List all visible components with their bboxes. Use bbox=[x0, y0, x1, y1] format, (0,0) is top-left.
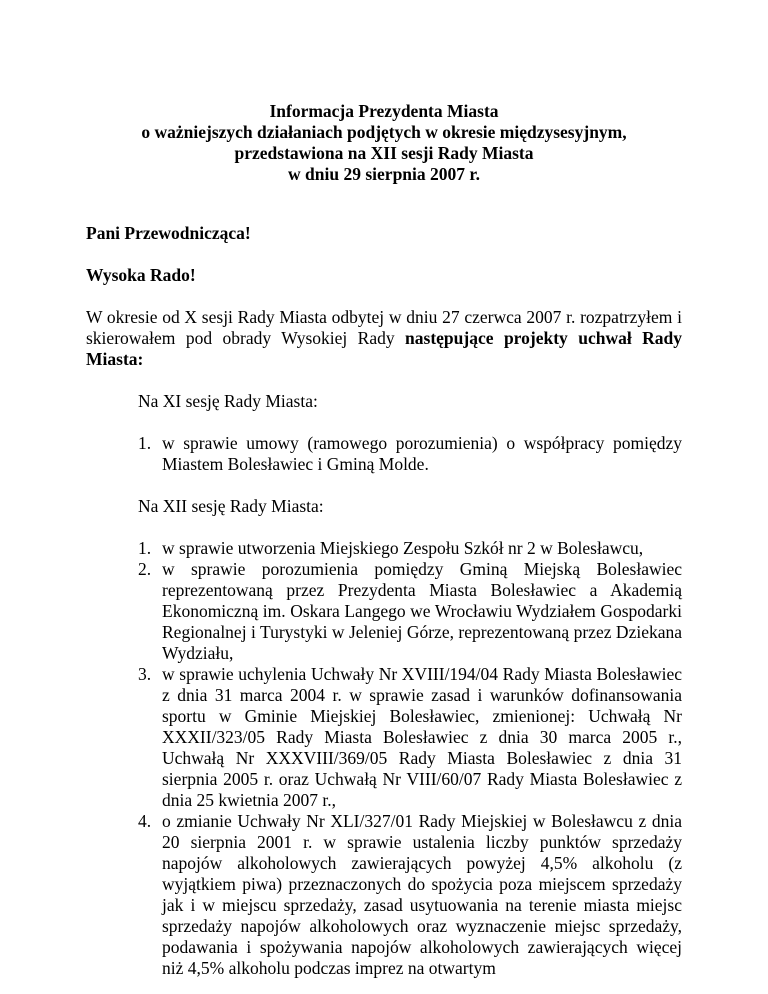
title-line-2: o ważniejszych działaniach podjętych w okresie międzysesyjnym, bbox=[141, 122, 627, 142]
list-item bbox=[138, 433, 682, 475]
list-item-text: w sprawie umowy (ramowego porozumienia) o współpracy pomiędzy Miastem Bolesławiec i Gminą Molde. bbox=[162, 433, 682, 474]
list-item-number: 3. bbox=[138, 664, 152, 684]
intro-bold-text: następujące projekty uchwał Rady Miasta: bbox=[86, 328, 682, 369]
list-item bbox=[138, 559, 682, 664]
session-xii-heading: Na XII sesję Rady Miasta: bbox=[138, 496, 324, 516]
title-line-1: Informacja Prezydenta Miasta bbox=[269, 101, 499, 121]
list-item-text: w sprawie uchylenia Uchwały Nr XVIII/194/04 Rady Miasta Bolesławiec z dnia 31 marca 2004 r. w sprawie zasad i warunków dofinansowania sportu w Gminie Miejskiej Bolesławiec, zmienionej: Uchwałą Nr XXXII/323/05 Rady Miasta Bolesławiec z dnia 30 marca 2005 r., Uchwałą Nr XXXVIII/369/05 Rady Miasta Bolesławiec z dnia 31 sierpnia 2005 r. oraz Uchwałą Nr VIII/60/07 Rady Miasta Bolesławiec z dnia 25 kwietnia 2007 r., bbox=[162, 664, 682, 810]
list-item bbox=[138, 811, 682, 979]
list-item-text: w sprawie porozumienia pomiędzy Gminą Miejską Bolesławiec reprezentowaną przez Prezydenta Miasta Bolesławiec a Akademią Ekonomiczną im. Oskara Langego we Wrocławiu Wydziałem Gospodarki Regionalnej i Turystyki w Jeleniej Górze, reprezentowaną przez Dziekana Wydziału, bbox=[162, 559, 682, 663]
session-xii-list bbox=[86, 538, 682, 979]
list-item-number: 2. bbox=[138, 559, 152, 579]
document-page bbox=[86, 101, 682, 979]
list-item-number: 1. bbox=[138, 538, 152, 558]
list-item-text: w sprawie utworzenia Miejskiego Zespołu Szkół nr 2 w Bolesławcu, bbox=[162, 538, 644, 558]
list-item-number: 1. bbox=[138, 433, 152, 453]
session-xi-list bbox=[86, 433, 682, 475]
title-line-4: w dniu 29 sierpnia 2007 r. bbox=[288, 164, 480, 184]
intro-text: W okresie od X sesji Rady Miasta odbytej w dniu 27 czerwca 2007 r. rozpatrzyłem i skierowałem pod obrady Wysokiej Rady bbox=[86, 307, 682, 348]
intro-paragraph bbox=[86, 307, 682, 370]
title-line-3: przedstawiona na XII sesji Rady Miasta bbox=[234, 143, 534, 163]
list-item bbox=[138, 664, 682, 811]
list-item-number: 4. bbox=[138, 811, 152, 831]
list-item-text: o zmianie Uchwały Nr XLI/327/01 Rady Miejskiej w Bolesławcu z dnia 20 sierpnia 2001 r. w sprawie ustalenia liczby punktów sprzedaży napojów alkoholowych zawierających powyżej 4,5% alkoholu (z wyjątkiem piwa) przeznaczonych do spożycia poza miejscem sprzedaży jak i w miejscu sprzedaży, zasad usytuowania na terenie miasta miejsc sprzedaży napojów alkoholowych oraz wyznaczenie miejsc sprzedaży, podawania i spożywania napojów alkoholowych zawierających więcej niż 4,5% alkoholu podczas imprez na otwartym bbox=[162, 811, 682, 978]
greeting-chairwoman: Pani Przewodnicząca! bbox=[86, 223, 251, 243]
greeting-council: Wysoka Rado! bbox=[86, 265, 196, 285]
document-title bbox=[86, 101, 682, 185]
session-xi-heading: Na XI sesję Rady Miasta: bbox=[138, 391, 318, 411]
list-item bbox=[138, 538, 682, 559]
